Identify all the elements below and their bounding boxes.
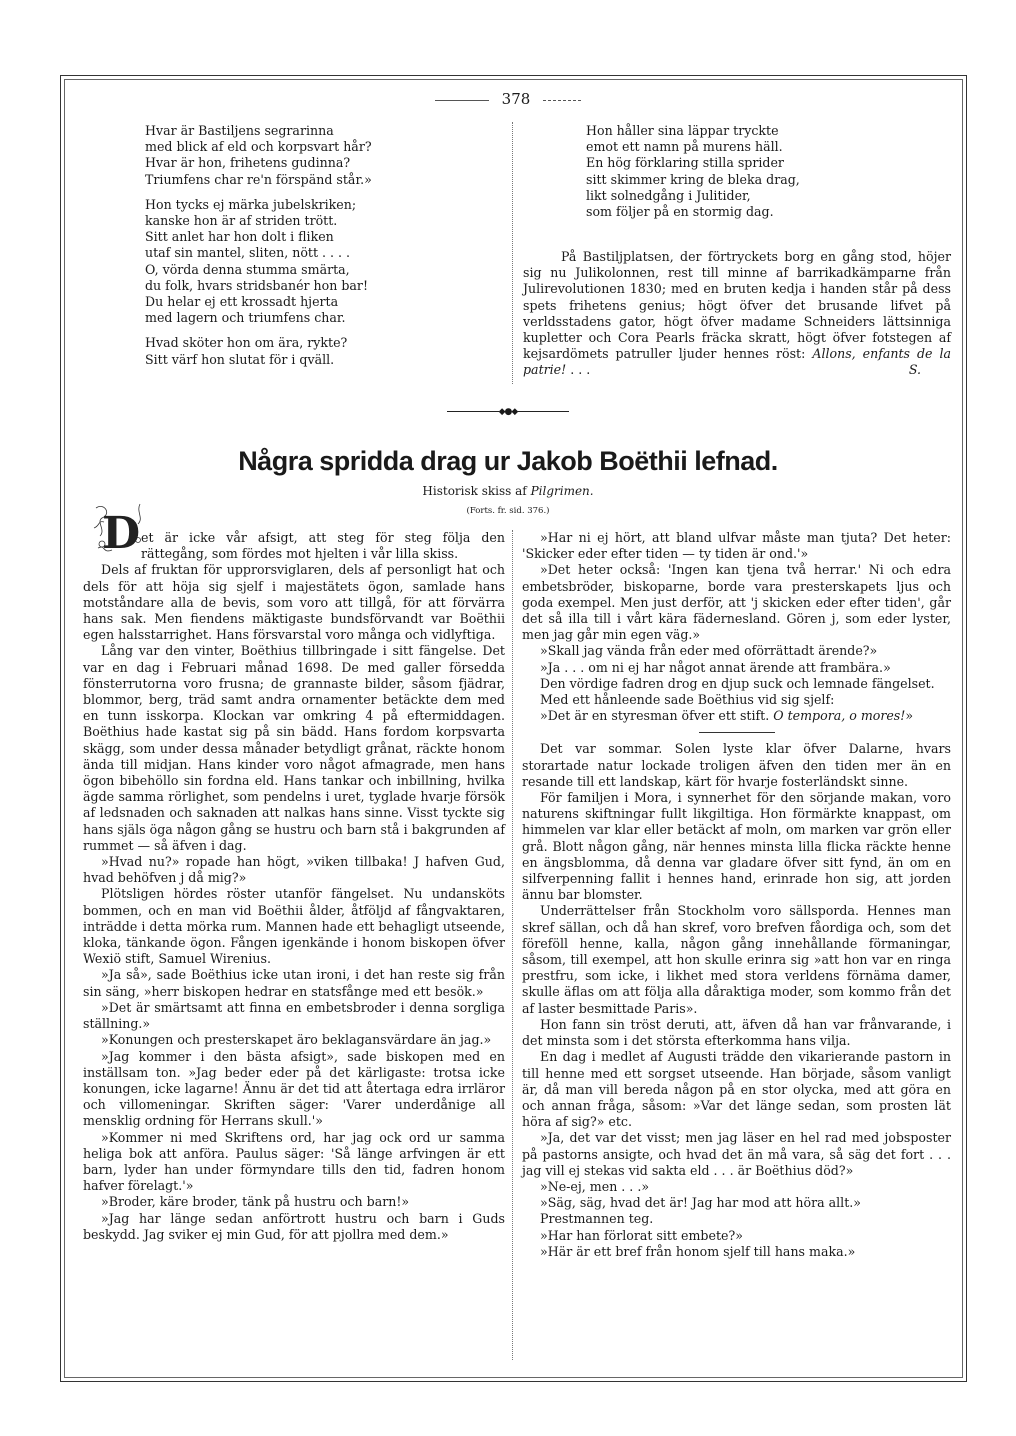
page-number-header: [0, 90, 1016, 108]
poem-line: sitt skimmer kring de bleka drag,: [586, 171, 800, 187]
bastilj-paragraph: [523, 249, 951, 379]
paragraph: »Har ni ej hört, att bland ulfvar måste man tjuta? Det heter: 'Skicker eder efter tiden — ty tiden är ond.'»: [522, 530, 951, 562]
poem-line: emot ett namn på murens häll.: [586, 139, 783, 155]
latin-prefix: »Det är en styresman öfver ett stift.: [540, 708, 770, 724]
subtitle-prefix: Historisk skiss af: [422, 484, 527, 498]
bastilj-text: På Bastiljplatsen, der förtryckets borg en gång stod, höjer sig nu Julikolonnen, rest till minne af barrikadkämparne från Julirevolutionen 1830; med en bruten kedja i handen står på dess spets frihetens genius; högt öfver det brusande lifvet på verldsstadens gator, högt öfver madame Schneiders lättsinniga kupletter och Cora Pearls fräcka skratt, högt öfver fotstegen af kejsardömets patruller ljuder hennes röst:: [523, 249, 951, 362]
header-dash-left: [435, 100, 489, 101]
section-divider: [699, 732, 775, 733]
paragraph: Den vördige fadren drog en djup suck och lemnade fängelset.: [540, 675, 935, 691]
paragraph: »Har han förlorat sitt embete?»: [540, 1227, 743, 1243]
paragraph: »Jag kommer i den bästa afsigt», sade biskopen med en inställsam ton. »Jag beder eder på det kärligaste: trotsa icke konungen, icke lagarne! Ännu är det tid att återtaga edra irrläror och villomeningar. Skriften säger: 'Varer underdånige all mensklig ordning för Herrans skull.'»: [83, 1048, 505, 1129]
lower-column-rule: [512, 530, 513, 1360]
paragraph: »Det är smärtsamt att finna en embetsbroder i denna sorgliga ställning.»: [83, 999, 505, 1032]
paragraph: Hon fann sin tröst deruti, att, äfven då han var frånvarande, i det minsta som i det största efterkomma hans vilja.: [522, 1016, 951, 1049]
subtitle-author: Pilgrimen.: [530, 484, 594, 498]
poem-line: Hvad sköter hon om ära, rykte?: [145, 335, 348, 351]
poem-line: En hög förklaring stilla sprider: [586, 155, 784, 171]
poem-line: Hvar är Bastiljens segrarinna: [145, 123, 334, 138]
paragraph: »Ja så», sade Boëthius icke utan ironi, i det han reste sig från sin säng, »herr biskopen hedrar en statsfånge med ett besök.»: [83, 967, 505, 999]
paragraph: Med ett hånleende sade Boëthius vid sig sjelf:: [540, 692, 835, 708]
poem-line: Hon håller sina läppar tryckte: [586, 123, 779, 138]
upper-column-rule: [512, 122, 513, 384]
poem-left-column: [145, 123, 495, 377]
poem-line: O, vörda denna stumma smärta,: [145, 261, 350, 277]
continuation-note: (Forts. fr. sid. 376.): [466, 506, 550, 516]
latin-quote: O tempora, o mores!: [773, 708, 906, 724]
poem-stanza: [145, 197, 495, 327]
article-left-column: [83, 530, 505, 1243]
section-ornament: ◆●◆: [433, 408, 583, 416]
paragraph: »Jag har länge sedan anförtrott hustru och barn i Guds beskydd. Jag sviker ej min Gud, för att pjollra med dem.»: [83, 1210, 505, 1242]
paragraph: Prestmannen teg.: [540, 1211, 654, 1227]
article-title: Några spridda drag ur Jakob Boëthii lefnad.: [238, 446, 778, 476]
poem-line: du folk, hvars stridsbanér hon bar!: [145, 277, 369, 293]
page-number: 378: [501, 90, 531, 108]
paragraph: »Ja . . . om ni ej har något annat ärende att frambära.»: [540, 659, 891, 675]
paragraph: »Hvad nu?» ropade han högt, »viken tillbaka! J hafven Gud, hvad behöfven j då mig?»: [83, 854, 505, 886]
bastilj-quote: Allons, enfants de la patrie!: [523, 346, 951, 378]
poem-stanza: [145, 123, 495, 188]
poem-line: som följer på en stormig dag.: [586, 204, 774, 220]
poem-right-column: [586, 123, 916, 220]
poem-line: Du helar ej ett krossadt hjerta: [145, 294, 339, 310]
paragraph: Plötsligen hördes röster utanför fängelset. Nu undansköts bommen, och en man vid Boëthii ålder, åtföljd af fångvaktaren, inträdde i detta mörka rum. Mannen hade ett behagligt utseende, kloka, tänkande ögon. Fången igenkände i honom biskopen öfver Wexiö stift, Samuel Wirenius.: [83, 886, 505, 967]
paragraph: För familjen i Mora, i synnerhet för den sörjande makan, voro naturens skiftningar fullt likgiltiga. Hon förmärkte knappast, om himmelen var klar eller betäckt af moln, om marken var grön eller grå. Blott någon gång, när hennes minsta lilla flicka räckte henne en ängsblomma, då denna var gladare öfver sitt fynd, än om en silfverpenning fallit i hennes hand, erinrade hon sig, att jorden ännu bar blomster.: [522, 790, 951, 903]
bastilj-ellipsis: . . .: [566, 362, 591, 378]
poem-stanza: [145, 335, 495, 367]
poem-line: Sitt anlet har hon dolt i fliken: [145, 229, 334, 245]
poem-line: med blick af eld och korpsvart hår?: [145, 139, 372, 155]
paragraph: En dag i medlet af Augusti trädde den vikarierande pastorn in till henne med ett sorgset utseende. Han började, såsom vanligt är, då man vill bereda någon på en stor olycka, med att göra en och annan fråga, såsom: »Var det länge sedan, som prosten lät höra af sig?» etc.: [522, 1049, 951, 1130]
article-right-column: [522, 530, 951, 1260]
poem-line: Sitt värf hon slutat för i qväll.: [145, 351, 335, 367]
paragraph: Underrättelser från Stockholm voro sällsporda. Hennes man skref sällan, och då han skref, voro brefven fåordiga och, som det föreföll henne, kalla, någon gång innehållande förmaningar, såsom, till exempel, att hon skulle erinra sig »att hon var en ringa prestfru, som icke, i likhet med stora verldens förnäma damer, skulle äflas om att följa alla dåraktiga moder, som kommo från det af laster besmittade Paris».: [522, 903, 951, 1016]
paragraph: Dels af fruktan för upprorsviglaren, dels af personligt hat och dels för att höja sig sjelf i majestätets ögon, samlade hans motståndare alla de bevis, som voro att tillgå, för att förvärra hans sak. Men fiendens mäktigaste bundsförvandt var Boëthii egen halsstarrighet. Hans försvarstal voro många och vidlyftiga.: [83, 562, 505, 643]
signature: S.: [908, 362, 921, 378]
paragraph: Lång var den vinter, Boëthius tillbringade i sitt fängelse. Det var en dag i Februari månad 1698. De med galler försedda fönsterrutorna voro frusna; de grannaste bilder, såsom fjädrar, blommor, berg, träd samt andra ornamenter betäckte dem med en tunn isskorpa. Klockan var omkring 4 på eftermiddagen. Boëthius hade kastat sig på sin bädd. Hans fordom korpsvarta skägg, som under dessa månader betydligt grånat, räckte honom ända till midjan. Hans kinder voro något afmagrade, men hans ögon bibehöllo sin fordna eld. Hans tankar och inbillning, hvilka ägde samma rörlighet, som pendelns i uret, tyglade hvarje försök af ledsnaden och saknaden att nalkas hans sinne. Visst tyckte sig hans själs öga någon gång se hustru och barn stå i bakgrunden af rummet — så äfven i dag.: [83, 643, 505, 853]
dropcap-letter: D: [102, 508, 141, 556]
paragraph: »Kommer ni med Skriftens ord, har jag ock ord ur samma heliga bok att anföra. Paulus säger: 'Så länge arfvingen är ett barn, lyder han under förmyndare tills den tid, fadren honom hafver förelagt.'»: [83, 1129, 505, 1194]
poem-line: Hon tycks ej märka jubelskriken;: [145, 196, 357, 212]
article-subtitle: [0, 484, 1016, 498]
paragraph: Det var sommar. Solen lyste klar öfver Dalarne, hvars storartade natur lockade troligen äfven den tiden mer än en resande till ett landskap, kärt för hvarje fosterländskt sinne.: [522, 741, 951, 789]
paragraph: »Ne-ej, men . . .»: [540, 1178, 650, 1194]
header-dash-right: [543, 100, 581, 101]
paragraph: »Ja, det var det visst; men jag läser en hel rad med jobsposter på pastorns ansigte, och hvad det än må vara, så säg det fort . . . jag vill ej stekas vid sakta eld . . . är Boëthius död?»: [522, 1130, 951, 1178]
paragraph: »Här är ett bref från honom sjelf till hans maka.»: [540, 1243, 856, 1259]
poem-line: utaf sin mantel, sliten, nött . . . .: [145, 245, 351, 261]
paragraph: »Konungen och presterskapet äro beklagansvärdare än jag.»: [101, 1032, 492, 1048]
paragraph: »Det heter också: 'Ingen kan tjena två herrar.' Ni och edra embetsbröder, biskoparne, borde vara presterskapets ljus och goda exempel. Men just derför, att 'j skicken eder efter tiden', går det så illa till i vårt kära fädernesland. Gören j, som eder lyster, men jag går min egen väg.»: [522, 562, 951, 643]
paragraph: »Säg, säg, hvad det är! Jag har mod att höra allt.»: [540, 1195, 861, 1211]
paragraph: »Broder, käre broder, tänk på hustru och barn!»: [101, 1194, 410, 1210]
latin-suffix: »: [905, 708, 914, 724]
poem-line: Hvar är hon, frihetens gudinna?: [145, 155, 351, 171]
poem-line: med lagern och triumfens char.: [145, 310, 346, 326]
poem-line: likt solnedgång i Julitider,: [586, 187, 751, 203]
latin-paragraph: [522, 708, 951, 724]
poem-line: Triumfens char re'n förspänd står.»: [145, 171, 372, 187]
poem-line: kanske hon är af striden trött.: [145, 213, 338, 229]
paragraph: et är icke vår afsigt, att steg för steg följa den rättegång, som fördes mot hjelten i vår lilla skiss.: [141, 530, 505, 562]
paragraph: »Skall jag vända från eder med oförrättadt ärende?»: [540, 643, 878, 659]
